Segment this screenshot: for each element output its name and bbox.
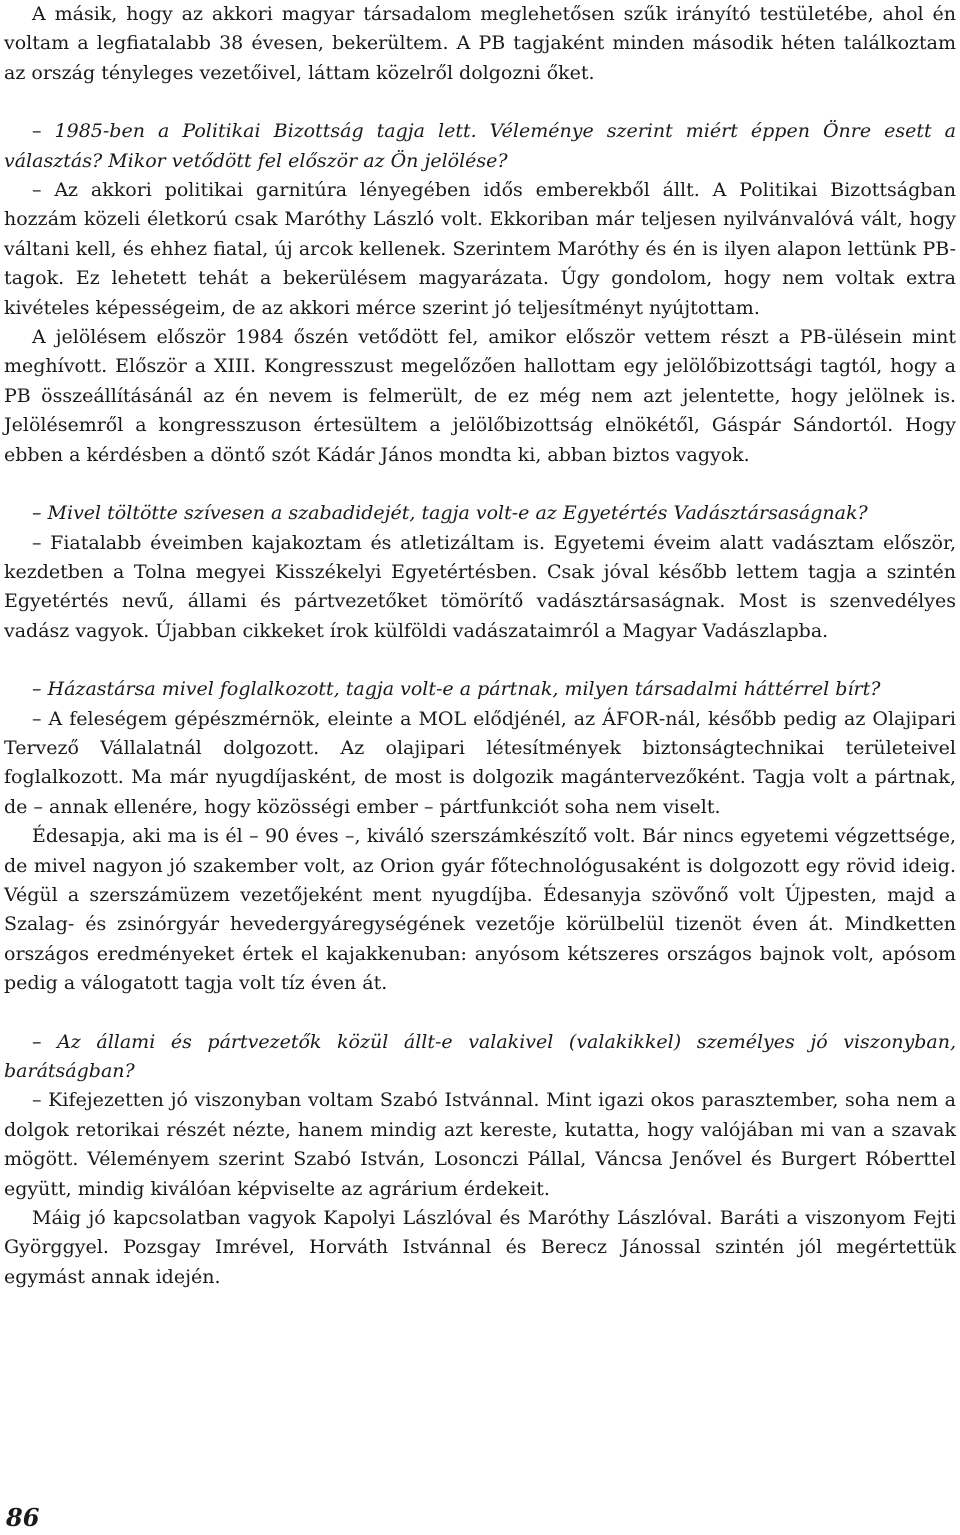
spacer bbox=[4, 88, 956, 117]
interview-answer-4b: Máig jó kapcsolatban vagyok Kapolyi Lászlóval és Maróthy Lászlóval. Baráti a viszonyom Fejti Györggyel. Pozsgay Imrével, Horváth Istvánnal és Berecz Jánossal szintén jól megértettük egymást annak idején. bbox=[4, 1207, 956, 1288]
interview-answer-3b: Édesapja, aki ma is él – 90 éves –, kiváló szerszámkészítő volt. Bár nincs egyetemi végzettsége, de mivel nagyon jó szakember volt, az Orion gyár főtechnológusaként is dolgozott egy rövid ideig. Végül a szerszámüzem vezetőjeként ment nyugdíjba. Édesanyja szövőnő volt Újpesten, majd a Szalag- és zsinórgyár hevedergyáregységének vezetője körülbelül tizenöt éven át. Mindketten országos eredményeket értek el kajakkenuban: anyósom kétszeres országos bajnok volt, apósom pedig a válogatott tagja volt tíz éven át. bbox=[4, 825, 956, 995]
paragraph-intro: A másik, hogy az akkori magyar társadalom meglehetősen szűk irányító testületébe, ahol én voltam a legfiatalabb 38 évesen, bekerültem. A PB tagjaként minden második héten találkoztam az ország tényleges vezetőivel, láttam közelről dolgozni őket. bbox=[4, 3, 956, 84]
page-number: 86 bbox=[6, 1503, 40, 1532]
interview-answer-1b: A jelölésem először 1984 őszén vetődött fel, amikor először vettem részt a PB-ülésein mint meghívott. Először a XIII. Kongresszust megelőzően hallottam egy jelölőbizottsági tagtól, hogy a PB összeállításánál az én nevem is felmerült, de ez még nem azt jelentette, hogy jelölnek is. Jelölésemről a kongresszuson értesültem a jelölőbizottság elnökétől, Gáspár Sándortól. Hogy ebben a kérdésben a döntő szót Kádár János mondta ki, abban biztos vagyok. bbox=[4, 326, 956, 466]
spacer bbox=[4, 646, 956, 675]
interview-question-2: – Mivel töltötte szívesen a szabadidejét, tagja volt-e az Egyetértés Vadásztársaságnak? bbox=[32, 502, 868, 525]
interview-question-4: – Az állami és pártvezetők közül állt-e valakivel (valakikkel) személyes jó viszonyban, barátságban? bbox=[4, 1030, 956, 1082]
spacer bbox=[4, 470, 956, 499]
interview-question-1: – 1985-ben a Politikai Bizottság tagja lett. Véleménye szerint miért éppen Önre esett a választás? Mikor vetődött fel először az Ön jelölése? bbox=[4, 120, 956, 172]
spacer bbox=[4, 999, 956, 1028]
interview-answer-4: – Kifejezetten jó viszonyban voltam Szabó Istvánnal. Mint igazi okos parasztember, soha nem a dolgok retorikai részét nézte, hanem mindig azt kereste, kutatta, hogy valójában mi van a szavak mögött. Véleményem szerint Szabó István, Losonczi Pállal, Váncsa Jenővel és Burgert Róberttel együtt, mindig kiválóan képviselte az agrárium érdekeit. bbox=[4, 1089, 956, 1200]
interview-question-3: – Házastársa mivel foglalkozott, tagja volt-e a pártnak, milyen társadalmi háttérrel bírt? bbox=[32, 678, 881, 701]
interview-answer-3: – A feleségem gépészmérnök, eleinte a MOL elődjénél, az ÁFOR-nál, később pedig az Olajipari Tervező Vállalatnál dolgozott. Az olajipari létesítmények biztonságtechnikai területeivel foglalkozott. Ma már nyugdíjasként, de most is dolgozik magántervezőként. Tagja volt a pártnak, de – annak ellenére, hogy közösségi ember – pártfunkciót soha nem viselt. bbox=[4, 707, 956, 818]
interview-answer-2: – Fiatalabb éveimben kajakoztam és atletizáltam is. Egyetemi éveim alatt vadásztam először, kezdetben a Tolna megyei Kisszékelyi Egyetértésben. Csak jóval később lettem tagja a szintén Egyetértés nevű, állami és pártvezetőket tömörítő vadásztársaságnak. Most is szenvedélyes vadász vagyok. Újabban cikkeket írok külföldi vadászataimról a Magyar Vadászlapba. bbox=[4, 531, 956, 642]
page-body bbox=[4, 0, 956, 1292]
interview-answer-1: – Az akkori politikai garnitúra lényegében idős emberekből állt. A Politikai Bizottságban hozzám közeli életkorú csak Maróthy László volt. Ekkoriban már teljesen nyilvánvalóvá vált, hogy váltani kell, és ehhez fiatal, új arcok kellenek. Szerintem Maróthy és én is ilyen alapon lettünk PB-tagok. Ez lehetett tehát a bekerülésem magyarázata. Úgy gondolom, hogy nem voltak extra kivételes képességeim, de az akkori mérce szerint jó teljesítményt nyújtottam. bbox=[4, 179, 956, 319]
